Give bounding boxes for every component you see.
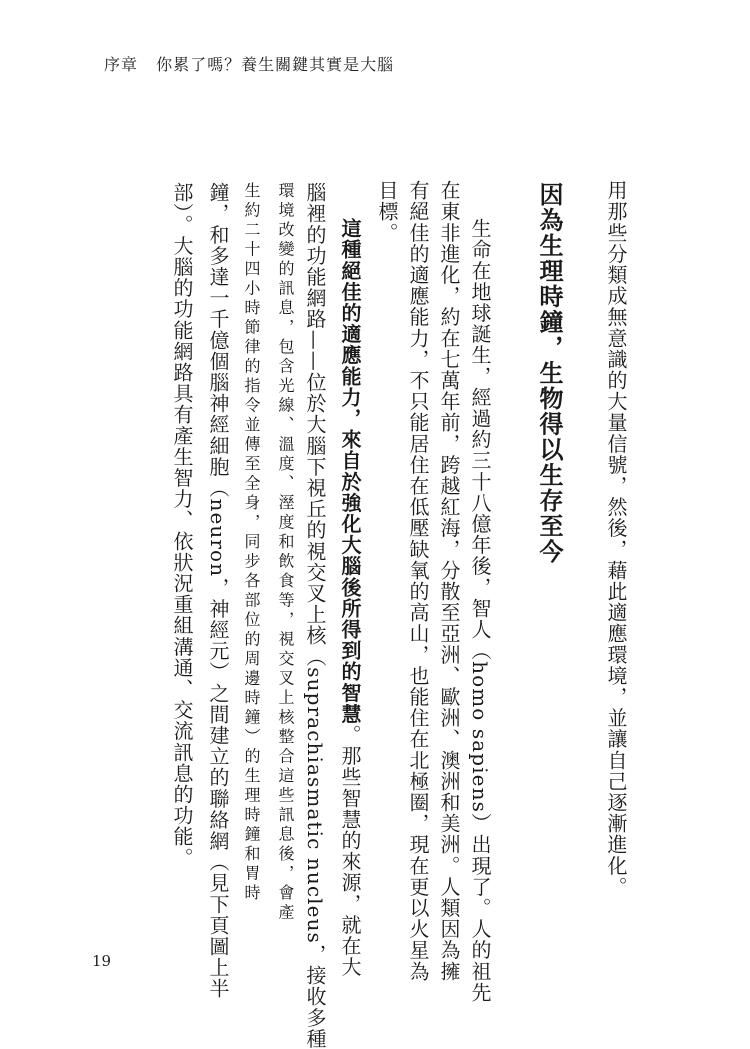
text-column-1: 用那些分類成無意識的大量信號，然後，藉此適應環境，並讓自己逐漸進化。	[604, 180, 628, 898]
text-column-9: 生約二十四小時節律的指令並傳至全身，同步各部位的周邊時鐘）的生理時鐘和胃時	[242, 182, 261, 904]
chapter-title: 你累了嗎？養生關鍵其實是大腦	[156, 55, 395, 74]
text-column-8: 環境改變的訊息，包含光線、溫度、溼度和飲食等，視交叉上核整合這些訊息後，會產	[276, 182, 295, 923]
text-column-4: 有絕佳的適應能力，不只能居住在低壓缺氧的高山，也能住在北極圈，現在更以火星為	[406, 180, 430, 982]
text-column-2: 生命在地球誕生，經過約三十八億年後，智人（homo sapiens）出現了。人的祖先	[468, 218, 492, 1003]
section-heading: 因為生理時鐘，生物得以生存至今	[535, 182, 563, 565]
text-column-5: 目標。	[375, 180, 399, 244]
running-header	[104, 52, 394, 75]
text-column-6	[340, 218, 360, 978]
chapter-label: 序章	[104, 55, 139, 74]
page-number: 19	[92, 952, 112, 970]
text-column-11: 部）。大腦的功能網路具有產生智力、依狀況重組溝通、交流訊息的功能。	[170, 182, 194, 869]
emphasis-text: 這種絕佳的適應能力，來自於強化大腦後所得到的智慧	[338, 218, 362, 725]
text-column-6-rest: 。那些智慧的來源，就在大	[338, 724, 362, 978]
text-column-10: 鐘，和多達一千億個腦神經細胞（neuron，神經元）之間建立的聯絡網（見下頁圖上半	[206, 182, 230, 1000]
text-column-3: 在東非進化，約在七萬年前，跨越紅海，分散至亞洲、歐洲、澳洲和美洲。人類因為擁	[437, 180, 461, 982]
text-column-7: 腦裡的功能網路——位於大腦下視丘的視交叉上核（suprachiasmatic nucleus，接收多種	[303, 182, 327, 1049]
